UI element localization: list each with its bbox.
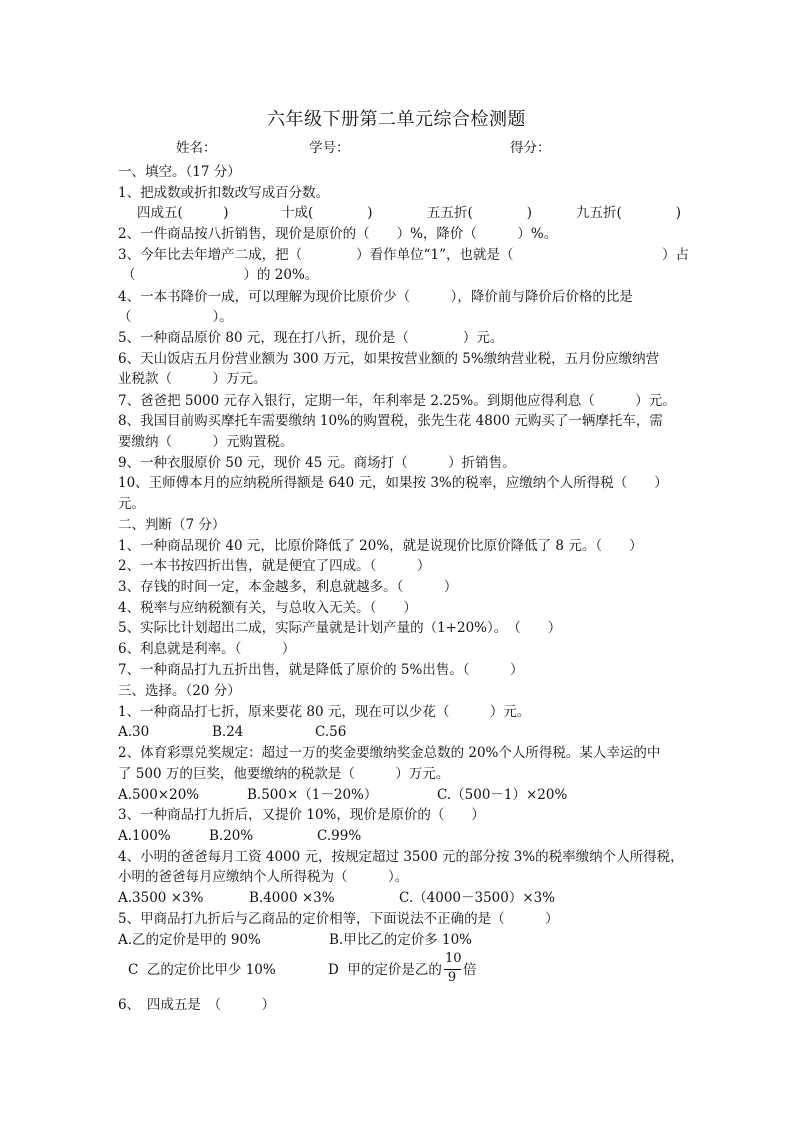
s1-q8-line1: 8、我国目前购买摩托车需要缴纳 10%的购置税，张先生花 4800 元购买了一辆摩托车，需	[118, 413, 663, 429]
s3-q2-option-c: C.（500－1）×20%	[437, 787, 568, 803]
s1-q6-line1: 6、天山饭店五月份营业额为 300 万元，如果按营业额的 5%缴纳营业税，五月份应缴纳营	[118, 351, 660, 367]
s3-q4-option-b: B.4000 ×3%	[249, 890, 335, 906]
s3-q1-option-a: A.30	[118, 724, 150, 740]
s1-q1-item: 五五折( )	[427, 205, 533, 221]
s1-q3-line2: （ ）的 20%。	[122, 267, 319, 283]
s3-q4-option-c: C.（4000－3500）×3%	[399, 890, 556, 906]
s3-q4-option-a: A.3500 ×3%	[118, 890, 204, 906]
s3-q4-line2: 小明的爸爸每月应缴纳个人所得税为（ ）。	[118, 869, 409, 885]
s3-q2-option-b: B.500×（1－20%）	[247, 787, 378, 803]
score-label: 得分：	[510, 140, 551, 156]
s1-q2: 2、一件商品按八折销售，现价是原价的（ ）%，降价（ ）%。	[118, 226, 558, 242]
s3-q5-option-b: B.甲比乙的定价多 10%	[329, 932, 473, 948]
s1-q1: 1、把成数或折扣数改写成百分数。	[118, 185, 330, 201]
s3-q5-option-c: C 乙的定价比甲少 10%	[128, 962, 276, 978]
s1-q1-item: 九五折( )	[576, 205, 682, 221]
s1-q5: 5、一种商品原价 80 元，现在打八折，现价是（ ）元。	[118, 330, 504, 346]
s3-q5-option-d: D 甲的定价是乙的	[328, 962, 442, 978]
student-id-label: 学号：	[309, 140, 350, 156]
s2-item: 4、税率与应纳税额有关，与总收入无关。（ ）	[118, 600, 417, 616]
s2-item: 3、存钱的时间一定，本金越多，利息就越多。（ ）	[118, 579, 458, 595]
s3-q3: 3、一种商品打九折后，又提价 10%，现价是原价的（ ）	[118, 807, 485, 823]
s1-q9: 9、一种衣服原价 50 元，现价 45 元。商场打（ ）折销售。	[118, 455, 516, 471]
s1-q8-line2: 要缴纳（ ）元购置税。	[118, 434, 294, 450]
s3-q4-line1: 4、小明的爸爸每月工资 4000 元，按规定超过 3500 元的部分按 3%的税率缴纳个人所得税，	[118, 849, 684, 865]
s3-q2-line1: 2、体育彩票兑奖规定：超过一万的奖金要缴纳奖金总数的 20%个人所得税。某人幸运的中	[118, 745, 661, 761]
s1-q4-line2: （ ）。	[118, 309, 233, 325]
s3-q1-option-b: B.24	[212, 724, 244, 740]
s2-item: 7、一种商品打九五折出售，就是降低了原价的 5%出售。（ ）	[118, 662, 524, 678]
fraction-denominator: 9	[447, 970, 457, 985]
s3-q2-option-a: A.500×20%	[118, 787, 200, 803]
s1-q6-line2: 业税款（ ）万元。	[118, 371, 267, 387]
s3-q5-option-d-suffix: 倍	[463, 962, 477, 978]
s2-item: 6、利息就是利率。（ ）	[118, 641, 296, 657]
s1-q1-item: 十成( )	[281, 205, 373, 221]
s3-q2-line2: 了 500 万的巨奖，他要缴纳的税款是（ ）万元。	[118, 766, 450, 782]
s1-q10-line1: 10、王师傅本月的应纳税所得额是 640 元，如果按 3%的税率，应缴纳个人所得税（ ）	[118, 475, 668, 491]
s1-q1-item: 四成五( )	[137, 205, 229, 221]
s2-item: 2、一本书按四折出售，就是便宜了四成。（ ）	[118, 558, 431, 574]
fraction-numerator: 10	[445, 951, 462, 966]
s3-q3-option-a: A.100%	[118, 828, 171, 844]
s1-q7: 7、爸爸把 5000 元存入银行，定期一年，年利率是 2.25%。到期他应得利息（ ）元。	[118, 393, 676, 409]
s2-item: 5、实际比计划超出二成，实际产量就是计划产量的（1+20%）。 （ ）	[118, 620, 562, 636]
section-1-heading: 一、填空。（17 分）	[118, 164, 241, 180]
s1-q3-line1: 3、今年比去年增产二成，把（ ）看作单位“1”，也就是（ ）占	[118, 247, 689, 263]
s3-q3-option-b: B.20%	[209, 828, 254, 844]
section-2-heading: 二、判断（7 分）	[118, 517, 226, 533]
name-label: 姓名：	[176, 140, 217, 156]
page-title: 六年级下册第二单元综合检测题	[267, 109, 526, 130]
s3-q5: 5、甲商品打九折后与乙商品的定价相等，下面说法不正确的是（ ）	[118, 911, 559, 927]
s3-q1-option-c: C.56	[315, 724, 347, 740]
s3-q6: 6、 四成五是 （ ）	[118, 997, 276, 1013]
s3-q1: 1、一种商品打七折，原来要花 80 元，现在可以少花（ ）元。	[118, 704, 531, 720]
s3-q3-option-c: C.99%	[317, 828, 362, 844]
s3-q5-option-a: A.乙的定价是甲的 90%	[118, 932, 261, 948]
section-3-heading: 三、选择。（20 分）	[118, 683, 241, 699]
s1-q10-line2: 元。	[118, 496, 145, 512]
s2-item: 1、一种商品现价 40 元，比原价降低了 20%，就是说现价比原价降低了 8 元。（ ）	[118, 538, 643, 554]
s1-q4-line1: 4、一本书降价一成，可以理解为现价比原价少（ ），降价前与降价后价格的比是	[118, 289, 633, 305]
